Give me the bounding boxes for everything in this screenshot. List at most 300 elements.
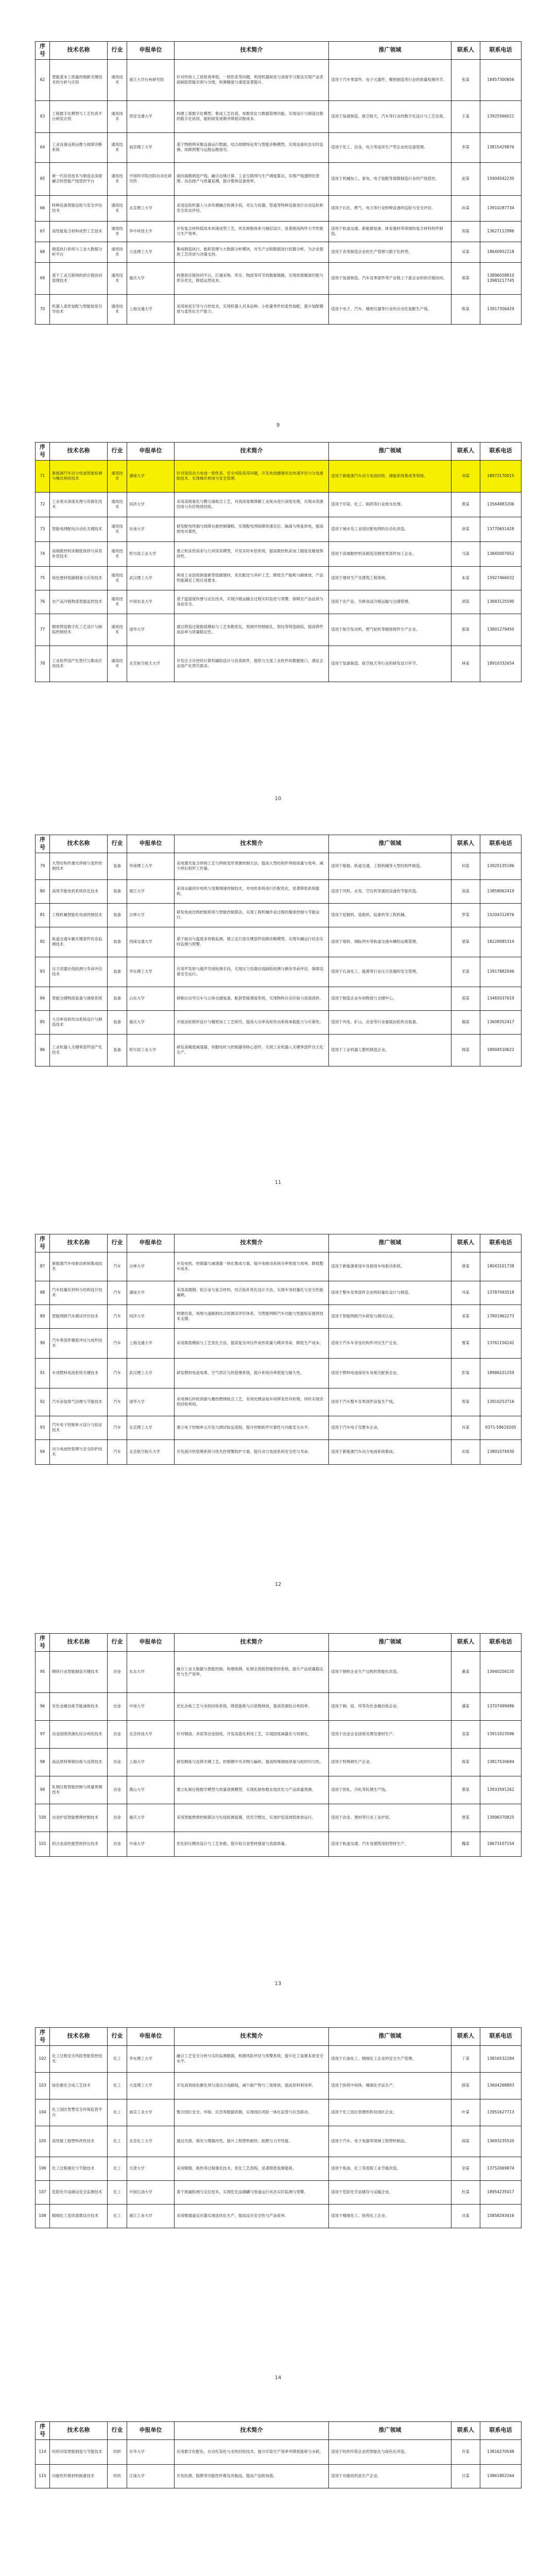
- tech-table: [35, 1633, 522, 1857]
- row-number: 84: [36, 987, 50, 1010]
- contact-phone: 13761156242: [480, 1328, 522, 1358]
- application-area: 适用于热轧、冷轧等轧钢生产线。: [329, 1776, 451, 1804]
- industry-cell: 纺织: [108, 2464, 127, 2488]
- contact-person: 阎某: [451, 2126, 480, 2157]
- row-number: 67: [36, 221, 50, 242]
- contact-phone: 18457300856: [480, 59, 522, 100]
- row-number: 107: [36, 2180, 50, 2204]
- industry-cell: 通用技术: [108, 541, 127, 566]
- industry-cell: 化工: [108, 2099, 127, 2126]
- tech-description: 采用高级氧化与膜分离组合工艺，对高浓度难降解工业废水进行深度处理，实现水资源回用与有价物质回收。: [175, 492, 329, 517]
- contact-phone: 13817520694: [480, 1748, 522, 1776]
- column-header-name: 技术名称: [50, 443, 108, 461]
- industry-cell: 通用技术: [108, 162, 127, 195]
- industry-cell: 通用技术: [108, 460, 127, 492]
- tech-description: 建立机床热误差与几何误差模型，开发实时补偿系统，提高数控机床加工精度及精度保持性。: [175, 541, 329, 566]
- tech-name: 轨道交通车辆关键部件状态监测技术: [50, 927, 108, 957]
- industry-cell: 通用技术: [108, 195, 127, 221]
- row-number: 93: [36, 1416, 50, 1439]
- tech-name: 智能电网配电自动化关键技术: [50, 517, 108, 541]
- table-row: [36, 646, 522, 682]
- applicant-unit: 北京航空航天大学: [127, 646, 175, 682]
- row-number: 69: [36, 262, 50, 294]
- row-number: 86: [36, 1034, 50, 1066]
- contact-phone: 18954235017: [480, 2180, 522, 2204]
- table-row: [36, 1252, 522, 1281]
- tech-name: 汽车零部件精密冲压与成形技术: [50, 1328, 108, 1358]
- table-row: [36, 262, 522, 294]
- contact-person: 董某: [451, 1651, 480, 1692]
- table-header-row: [36, 42, 522, 60]
- application-area: 适用于装备制造、航空航天等行业的研发设计环节。: [329, 646, 451, 682]
- industry-cell: 汽车: [108, 1439, 127, 1464]
- column-header-unit: 申报单位: [127, 2422, 175, 2440]
- tech-description: 针对钢渣、赤泥等冶金固废，开发高值化利用工艺，实现固废减量化与资源化。: [175, 1720, 329, 1748]
- application-area: 适用于汽车零部件、电子元器件、精密制造等行业的质量检测环节。: [329, 59, 451, 100]
- tech-description: 研发电液比例控制系统与智能控制算法，实现工程机械作业过程的精准控制与节能运行。: [175, 903, 329, 927]
- column-header-desc: 技术简介: [175, 42, 329, 60]
- applicant-unit: 武汉理工大学: [127, 566, 175, 590]
- column-header-name: 技术名称: [50, 42, 108, 60]
- applicant-unit: 南京工业大学: [127, 2099, 175, 2126]
- contact-person: 胡某: [451, 590, 480, 614]
- tech-name: 高效节能电机系统优化技术: [50, 879, 108, 903]
- table-row: [36, 2439, 522, 2464]
- tech-description: 构建工程数字化模型，集成工艺仿真、参数优化与数据管理功能，实现设计与制造过程的数字化协同，缩短研发周期并降低试制成本。: [175, 100, 329, 132]
- tech-name: 机器人柔性装配与智能视觉引导技术: [50, 294, 108, 324]
- applicant-unit: 清华大学: [127, 1388, 175, 1416]
- table-row: [36, 2045, 522, 2072]
- column-header-desc: 技术简介: [175, 2422, 329, 2440]
- industry-cell: 装备: [108, 879, 127, 903]
- tech-description: 融合工艺安全分析与实时监测数据，构建风险评估与预警系统，提升化工装置本质安全水平。: [175, 2045, 329, 2072]
- contact-person: 曹某: [451, 1328, 480, 1358]
- application-area: 适用于挖掘机、装载机、起重机等工程机械。: [329, 903, 451, 927]
- table-row: [36, 853, 522, 879]
- table-row: [36, 1748, 522, 1776]
- tech-name: 高品质特殊钢冶炼与连铸技术: [50, 1748, 108, 1776]
- row-number: 87: [36, 1252, 50, 1281]
- industry-cell: 装备: [108, 957, 127, 987]
- row-number: 71: [36, 460, 50, 492]
- application-area: 适用于各类制造企业的生产管理与数字化转型。: [329, 242, 451, 262]
- application-area: 适用于农产品、生鲜食品冷链运输与仓储管理。: [329, 590, 451, 614]
- industry-cell: 通用技术: [108, 646, 127, 682]
- column-header-unit: 申报单位: [127, 443, 175, 461]
- tech-name: 特种设备智能巡检与安全评估技术: [50, 195, 108, 221]
- industry-cell: 冶金: [108, 1804, 127, 1832]
- tech-description: 基于泄漏检测与定位技术，实现危化品储罐与管道运行状态实时监测与预警。: [175, 2180, 329, 2204]
- tech-description: 面向离散制造产线，融合边缘计算、工业互联网与生产调度算法，实现产线透明化管理、动态排产与质量追溯，提升整体设备效率。: [175, 162, 329, 195]
- tech-name: 工业废水深度处理与资源化技术: [50, 492, 108, 517]
- row-number: 101: [36, 1832, 50, 1856]
- applicant-unit: 重庆大学: [127, 262, 175, 294]
- contact-person: 冯某: [451, 1281, 480, 1304]
- applicant-unit: 中国科学院沈阳自动化研究所: [127, 162, 175, 195]
- column-header-industry: 行业: [108, 2422, 127, 2440]
- row-number: 82: [36, 927, 50, 957]
- table-row: [36, 879, 522, 903]
- application-area: 适用于石化、燃气、电力等行业特种设备的巡检与安全评估。: [329, 195, 451, 221]
- column-header-desc: 技术简介: [175, 835, 329, 853]
- column-header-phone: 联系电话: [480, 42, 522, 60]
- tech-name: 农产品冷链物流智能监控技术: [50, 590, 108, 614]
- applicant-unit: 大连理工大学: [127, 242, 175, 262]
- tech-name: 高端数控机床精度保持与误差补偿技术: [50, 541, 108, 566]
- row-number: 90: [36, 1328, 50, 1358]
- contact-phone: 18043101738: [480, 1252, 522, 1281]
- tech-description: 集成制造执行、能耗管理与大数据分析模块，对生产过程数据进行挖掘分析，为企业提供工艺改进与决策支持。: [175, 242, 329, 262]
- applicant-unit: 中国石油大学: [127, 2180, 175, 2204]
- tech-name: 高性能复合材料成型工艺技术: [50, 221, 108, 242]
- table-row: [36, 162, 522, 195]
- applicant-unit: 东南大学: [127, 517, 175, 541]
- table-row: [36, 2157, 522, 2180]
- industry-cell: 冶金: [108, 1692, 127, 1720]
- contact-phone: 18904510622: [480, 1034, 522, 1066]
- tech-name: 新能源汽车电驱动系统集成技术: [50, 1252, 108, 1281]
- contact-person: 蒋某: [451, 1748, 480, 1776]
- tech-description: 研发配电终端与故障自愈控制策略，实现配电网故障快速定位、隔离与恢复供电，提高供电可靠性。: [175, 517, 329, 541]
- contact-person: 魏某: [451, 1832, 480, 1856]
- application-area: 适用于功能纺织品生产企业。: [329, 2464, 451, 2488]
- contact-person: 薛某: [451, 2072, 480, 2099]
- industry-cell: 冶金: [108, 1832, 127, 1856]
- row-number: 91: [36, 1358, 50, 1388]
- applicant-unit: 中南大学: [127, 1832, 175, 1856]
- table-row: [36, 2126, 522, 2157]
- tech-name: 新一代信息技术与制造业深度融合的智能产线管控平台: [50, 162, 108, 195]
- tech-name: 工业软件国产化替代与集成应用技术: [50, 646, 108, 682]
- applicant-unit: 重庆大学: [127, 1010, 175, 1034]
- row-number: 72: [36, 492, 50, 517]
- contact-person: 宋某: [451, 957, 480, 987]
- column-header-area: 推广领域: [329, 2422, 451, 2440]
- contact-person: 肖某: [451, 1416, 480, 1439]
- industry-cell: 装备: [108, 903, 127, 927]
- industry-cell: 通用技术: [108, 242, 127, 262]
- application-area: 适用于燃料电池商用车及相关配套企业。: [329, 1358, 451, 1388]
- row-number: 114: [36, 2439, 50, 2464]
- table-row: [36, 294, 522, 324]
- column-header-person: 联系人: [451, 1234, 480, 1252]
- column-header-industry: 行业: [108, 42, 127, 60]
- application-area: 适用于工业机器人整机制造企业。: [329, 1034, 451, 1066]
- applicant-unit: 山东大学: [127, 987, 175, 1010]
- applicant-unit: 西南交通大学: [127, 927, 175, 957]
- industry-cell: 通用技术: [108, 262, 127, 294]
- row-number: 105: [36, 2126, 50, 2157]
- table-row: [36, 221, 522, 242]
- tech-name: 轧钢过程智能控制与质量预测技术: [50, 1776, 108, 1804]
- industry-cell: 装备: [108, 1010, 127, 1034]
- contact-person: 周某: [451, 221, 480, 242]
- application-area: 适用于医药中间体、精细化学品生产。: [329, 2072, 451, 2099]
- contact-person: 张某: [451, 59, 480, 100]
- column-header-area: 推广领域: [329, 835, 451, 853]
- table-row: [36, 1358, 522, 1388]
- contact-phone: 13752069874: [480, 2157, 522, 2180]
- tech-name: 功能性纤维材料制备技术: [50, 2464, 108, 2488]
- applicant-unit: 湖南大学: [127, 1281, 175, 1304]
- contact-phone: 13910253716: [480, 1388, 522, 1416]
- column-header-no: 序号: [36, 835, 50, 853]
- tech-name: 新能源汽车动力电池智能检测与梯次利用技术: [50, 460, 108, 492]
- applicant-unit: 浙江大学台州研究院: [127, 59, 175, 100]
- application-area: 适用于汽车车身及结构件冲压生产企业。: [329, 1328, 451, 1358]
- column-header-unit: 申报单位: [127, 2028, 175, 2046]
- column-header-name: 技术名称: [50, 1234, 108, 1252]
- contact-person: 谢某: [451, 1010, 480, 1034]
- application-area: 适用于精细化工、医药化工企业。: [329, 2204, 451, 2228]
- applicant-unit: 浙江大学: [127, 879, 175, 903]
- tech-name: 智能网联汽车测试评价技术: [50, 1304, 108, 1328]
- industry-cell: 汽车: [108, 1252, 127, 1281]
- contact-person: 吴某: [451, 242, 480, 262]
- tech-name: 智能仓储物流装备与调度系统: [50, 987, 108, 1010]
- column-header-area: 推广领域: [329, 1234, 451, 1252]
- application-area: 适用于装备制造、航空航天、汽车等行业的数字化设计与工艺仿真。: [329, 100, 451, 132]
- column-header-phone: 联系电话: [480, 443, 522, 461]
- tech-description: 融合工业大数据与智能控制，构建炼钢、轧钢全流程智能管控系统，提升产品质量稳定性与生产效率。: [175, 1651, 329, 1692]
- column-header-unit: 申报单位: [127, 42, 175, 60]
- tech-name: 化工过程安全风险智能管控技术: [50, 2045, 108, 2072]
- table-row: [36, 100, 522, 132]
- page-number: 9: [276, 422, 280, 428]
- column-header-area: 推广领域: [329, 2028, 451, 2046]
- tech-description: 研制自动导引车与立体仓储装备，配套智能调度系统，实现物料自动存取与高效流转。: [175, 987, 329, 1010]
- contact-person: 郭某: [451, 614, 480, 646]
- column-header-industry: 行业: [108, 1634, 127, 1652]
- table-row: [36, 590, 522, 614]
- contact-phone: 13896058810 13983217745: [480, 262, 522, 294]
- row-number: 70: [36, 294, 50, 324]
- industry-cell: 装备: [108, 1034, 127, 1066]
- contact-phone: 13787093518: [480, 1281, 522, 1304]
- table-row: [36, 1720, 522, 1748]
- application-area: 适用于整车及零部件企业的轻量化设计与制造。: [329, 1281, 451, 1304]
- application-area: 适用于铜、铅、锌等有色金属冶炼企业。: [329, 1692, 451, 1720]
- row-number: 102: [36, 2045, 50, 2072]
- table-row: [36, 492, 522, 517]
- application-area: 适用于石油化工、能源等行业压力容器的安全管理。: [329, 957, 451, 987]
- contact-phone: 13815429876: [480, 132, 522, 162]
- application-area: 适用于纺织印染企业的智能化与绿色化改造。: [329, 2439, 451, 2464]
- industry-cell: 化工: [108, 2180, 127, 2204]
- tech-name: 大型结构件激光焊接与变形控制技术: [50, 853, 108, 879]
- contact-phone: 13933591262: [480, 1776, 522, 1804]
- contact-person: 余某: [451, 2157, 480, 2180]
- column-header-person: 联系人: [451, 1634, 480, 1652]
- contact-person: 邓某: [451, 1304, 480, 1328]
- row-number: 68: [36, 242, 50, 262]
- row-number: 81: [36, 903, 50, 927]
- contact-person: 陈某: [451, 294, 480, 324]
- applicant-unit: 华南理工大学: [127, 853, 175, 879]
- contact-phone: 18673107154: [480, 1832, 522, 1856]
- table-row: [36, 1692, 522, 1720]
- applicant-unit: 燕山大学: [127, 1776, 175, 1804]
- application-area: 适用于印染、化工、制药等行业废水处理。: [329, 492, 451, 517]
- application-area: 适用于地铁、城际列车等轨道交通车辆的运维管理。: [329, 927, 451, 957]
- industry-cell: 冶金: [108, 1748, 127, 1776]
- row-number: 92: [36, 1388, 50, 1416]
- tech-name: 冶金固废资源化综合利用技术: [50, 1720, 108, 1748]
- tech-description: 针对传统人工质检效率低、一致性差等问题，利用机器视觉与深度学习算法实现产品表面缺陷智能识别与分级，检测精度与速度显著提升。: [175, 59, 329, 100]
- column-header-no: 序号: [36, 443, 50, 461]
- column-header-unit: 申报单位: [127, 1234, 175, 1252]
- table-row: [36, 1304, 522, 1328]
- applicant-unit: 武汉理工大学: [127, 1358, 175, 1388]
- tech-description: 应用数字化配色、自动化染色与余热回收技术，提升印染生产效率并降低能耗与水耗。: [175, 2439, 329, 2464]
- industry-cell: 通用技术: [108, 492, 127, 517]
- table-row: [36, 987, 522, 1010]
- tech-name: 工程机械智能化电液控制技术: [50, 903, 108, 927]
- application-area: 适用于城市及工业园区配电网的自动化改造。: [329, 517, 451, 541]
- tech-description: 构建供应链协同平台，打通采购、库存、物流等环节的数据链路，实现供需精准匹配与库存优化，降低运营成本。: [175, 262, 329, 294]
- industry-cell: 汽车: [108, 1388, 127, 1416]
- tech-name: 基于工业互联网的供应链协同管理技术: [50, 262, 108, 294]
- applicant-unit: 中国农业大学: [127, 590, 175, 614]
- application-area: 适用于风电、矿山、冶金等行业重载齿轮传动装备。: [329, 1010, 451, 1034]
- industry-cell: 汽车: [108, 1358, 127, 1388]
- tech-description: 优化挤压模具设计与工艺参数，提升铝合金型材强度与表面质量。: [175, 1832, 329, 1856]
- tech-description: 通过铸造过程数值模拟与工艺参数优化，预测并控制缩孔、裂纹等铸造缺陷，提高铸件成品率与质量稳定性。: [175, 614, 329, 646]
- contact-phone: 13996370825: [480, 1804, 522, 1832]
- contact-person: 何某: [451, 853, 480, 879]
- industry-cell: 通用技术: [108, 517, 127, 541]
- applicant-unit: 天津大学: [127, 2157, 175, 2180]
- tech-name: 有色金属冶炼节能减排技术: [50, 1692, 108, 1720]
- industry-cell: 汽车: [108, 1416, 127, 1439]
- contact-person: 朱某: [451, 566, 480, 590]
- application-area: 适用于新能源汽车动力电池回收、储能系统集成等领域。: [329, 460, 451, 492]
- table-row: [36, 59, 522, 100]
- row-number: 98: [36, 1748, 50, 1776]
- tech-description: 采用激光复合焊接工艺与焊接变形预测控制方法，提高大型结构件焊接质量与效率，减少焊后校形工作量。: [175, 853, 329, 879]
- contact-phone: 13910287734: [480, 195, 522, 221]
- applicant-unit: 上海交通大学: [127, 294, 175, 324]
- contact-person: 沈某: [451, 2204, 480, 2228]
- contact-phone: 13683125590: [480, 590, 522, 614]
- industry-cell: 化工: [108, 2204, 127, 2228]
- table-row: [36, 614, 522, 646]
- tech-description: 采用巡检机器人与多传感融合检测手段，对压力容器、管道等特种设备进行自动巡检和安全状态评估。: [175, 195, 329, 221]
- column-header-phone: 联系电话: [480, 2422, 522, 2440]
- contact-person: 李某: [451, 132, 480, 162]
- industry-cell: 汽车: [108, 1281, 127, 1304]
- contact-phone: 13858062419: [480, 879, 522, 903]
- table-row: [36, 1651, 522, 1692]
- applicant-unit: 北京理工大学: [127, 195, 175, 221]
- table-row: [36, 242, 522, 262]
- column-header-phone: 联系电话: [480, 1634, 522, 1652]
- application-area: 适用于轨道交通、汽车及建筑用铝型材生产。: [329, 1832, 451, 1856]
- contact-phone: 15204312876: [480, 903, 522, 927]
- application-area: 适用于危险化学品储存与运输企业。: [329, 2180, 451, 2204]
- table-row: [36, 1416, 522, 1439]
- application-area: 适用于炼油、化工等流程工业节能改造。: [329, 2157, 451, 2180]
- tech-description: 开发抗菌、阻燃等功能性纤维及其制品，提高产品附加值。: [175, 2464, 329, 2488]
- column-header-phone: 联系电话: [480, 835, 522, 853]
- table-row: [36, 903, 522, 927]
- column-header-phone: 联系电话: [480, 2028, 522, 2046]
- column-header-area: 推广领域: [329, 443, 451, 461]
- table-row: [36, 1832, 522, 1856]
- column-header-area: 推广领域: [329, 42, 451, 60]
- tech-description: 采用永磁同步电机与变频调速控制技术，对电机系统进行匹配优化，显著降低系统能耗。: [175, 879, 329, 903]
- contact-person: 郑某: [451, 262, 480, 294]
- tech-table: [35, 1234, 522, 1465]
- contact-phone: 18228085314: [480, 927, 522, 957]
- row-number: 77: [36, 614, 50, 646]
- applicant-unit: 同济大学: [127, 1304, 175, 1328]
- applicant-unit: 华东理工大学: [127, 2045, 175, 2072]
- application-area: 适用于风机、水泵、空压机等通用设备的节能改造。: [329, 879, 451, 903]
- industry-cell: 通用技术: [108, 100, 127, 132]
- tech-name: 汽车电子控制单元设计与验证技术: [50, 1416, 108, 1439]
- tech-description: 基于物联网采集设备运行数据，结合故障特征库与智能诊断模型，实现设备状态实时监测、故障预警与远程运维指导。: [175, 132, 329, 162]
- tech-description: 优化冶炼工艺与余热回收系统，降低能耗与污染物排放，提高资源综合利用率。: [175, 1692, 329, 1720]
- contact-phone: 13564883206: [480, 492, 522, 517]
- applicant-unit: 哈尔滨工业大学: [127, 1034, 175, 1066]
- table-row: [36, 2180, 522, 2204]
- contact-person: 贾某: [451, 1804, 480, 1832]
- contact-phone: 13465037619: [480, 987, 522, 1010]
- tech-table: [35, 2421, 522, 2488]
- contact-person: 叶某: [451, 2099, 480, 2126]
- application-area: 适用于智能网联汽车研发与测试认证。: [329, 1304, 451, 1328]
- contact-phone: 13627112986: [480, 221, 522, 242]
- column-header-person: 联系人: [451, 42, 480, 60]
- contact-person: 许某: [451, 2439, 480, 2464]
- table-row: [36, 460, 522, 492]
- table-row: [36, 1010, 522, 1034]
- application-area: 适用于汽车电子及整车企业。: [329, 1416, 451, 1439]
- column-header-desc: 技术简介: [175, 2028, 329, 2046]
- tech-description: 基于温湿度传感与定位技术，实现冷链运输全过程实时监控与预警，保障农产品品质与食品安全。: [175, 590, 329, 614]
- tech-description: 构建仿真、场地与道路相结合的测试评价体系，为智能网联汽车功能与性能验证提供技术支撑。: [175, 1304, 329, 1328]
- tech-name: 汽车轻量化材料与结构设计技术: [50, 1281, 108, 1304]
- contact-phone: 13911023586: [480, 1720, 522, 1748]
- table-row: [36, 517, 522, 541]
- tech-table: [35, 442, 522, 682]
- tech-table: [35, 41, 522, 325]
- row-number: 95: [36, 1651, 50, 1692]
- table-row: [36, 1328, 522, 1358]
- column-header-no: 序号: [36, 1634, 50, 1652]
- application-area: 适用于汽车整车及零部件涂装生产线。: [329, 1388, 451, 1416]
- tech-table: [35, 2027, 522, 2228]
- table-header-row: [36, 2422, 522, 2440]
- application-area: 适用于新能源汽车动力电池系统集成。: [329, 1439, 451, 1464]
- industry-cell: 化工: [108, 2126, 127, 2157]
- application-area: 适用于轨道交通、新能源装备、体育器材等领域的复合材料构件制造。: [329, 221, 451, 242]
- table-header-row: [36, 443, 522, 461]
- row-number: 108: [36, 2204, 50, 2228]
- column-header-area: 推广领域: [329, 1634, 451, 1652]
- industry-cell: 化工: [108, 2045, 127, 2072]
- tech-name: 汽车涂装废气治理与节能技术: [50, 1388, 108, 1416]
- column-header-no: 序号: [36, 2422, 50, 2440]
- tech-description: 研发高精度减速器、伺服电机与控制器等核心部件，实现工业机器人关键零部件自主化生产。: [175, 1034, 329, 1066]
- row-number: 103: [36, 2072, 50, 2099]
- table-row: [36, 2204, 522, 2228]
- table-row: [36, 195, 522, 221]
- applicant-unit: 华东理工大学: [127, 957, 175, 987]
- row-number: 99: [36, 1776, 50, 1804]
- tech-description: 通过共混、填充与增强改性，提升工程塑料耐热、阻燃与力学性能。: [175, 2126, 329, 2157]
